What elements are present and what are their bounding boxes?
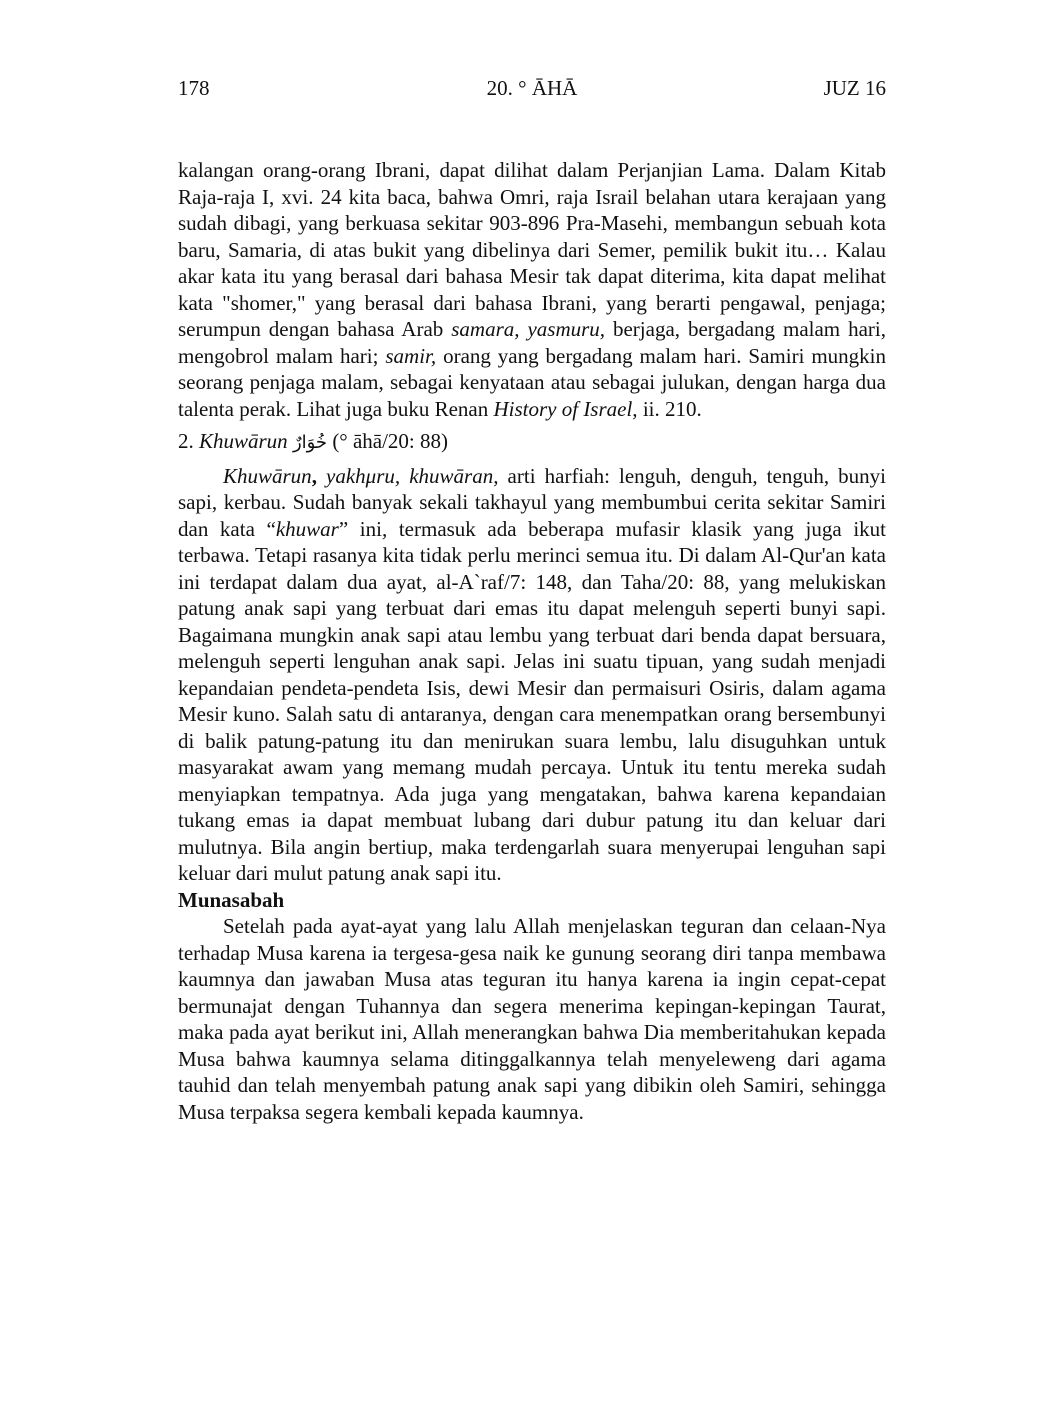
italic-term: samir,: [385, 343, 437, 368]
italic-term: Khuwārun: [223, 463, 312, 488]
section-heading-munasabah: Munasabah: [178, 887, 285, 912]
text-run: kalangan orang-orang Ibrani, dapat dilihat dalam Perjanjian Lama. Dalam Kitab Raja-raja I, xvi. 24 kita baca, bahwa Omri, raja Israil belahan utara kerajaan yang sudah dibagi, yang berkuasa sekitar 903-896 Pra-Masehi, membangun sebuah kota baru, Samaria, di atas bukit yang dibelinya dari Semer, pemilik bukit itu… Kalau akar kata itu yang berasal dari bahasa Mesir tak dapat diterima, kita dapat melihat kata "shomer," yang berasal dari bahasa Ibrani, yang berarti pengawal, penjaga; serumpun dengan bahasa Arab: [178, 158, 886, 341]
text-run: orang yang bergadang malam hari. Samiri mungkin seorang penjaga malam, sebagai kenyataan atau sebagai julukan, dengan harga dua talenta perak. Lihat juga buku Renan: [178, 343, 886, 421]
italic-term: yakhμru, khuwāran,: [316, 463, 499, 488]
page-body: [178, 157, 886, 1125]
term-reference: (° āhā/20: 88): [327, 429, 449, 453]
text-run: ” ini: [338, 516, 382, 541]
term-heading-khuwarun: [178, 428, 886, 457]
term-number: 2.: [178, 429, 199, 453]
paragraph-munasabah: Setelah pada ayat-ayat yang lalu Allah menjelaskan teguran dan celaan-Nya terhadap Musa karena ia tergesa-gesa naik ke gunung seorang diri tanpa membawa kaumnya dan jawaban Musa atas teguran itu hanya karena ia ingin cepat-cepat bermunajat dengan Tuhannya dan segera menerima kepingan-kepingan Taurat, maka pada ayat berikut ini, Allah menerangkan bahwa Dia memberitahukan kepada Musa bahwa kaumnya selama ditinggalkannya telah menyeleweng dari agama tauhid dan telah menyembah patung anak sapi yang dibikin oleh Samiri, sehingga Musa terpaksa segera kembali kepada kaumnya.: [178, 914, 886, 1124]
paragraph-samiri-etymology: [178, 157, 886, 422]
italic-term: samara, yasmuru,: [451, 317, 606, 341]
italic-term: khuwar: [275, 516, 339, 541]
bold-comma: ,: [311, 463, 317, 488]
text-run: arti harfiah: lenguh, denguh, tenguh, bunyi sapi, kerbau. Sudah banyak sekali takhayul yang membumbui cerita sekitar Samiri dan kata “: [178, 463, 886, 541]
arabic-term: خُوَارٌ: [292, 432, 328, 453]
text-run: termasuk ada beberapa mufasir klasik yang juga ikut terbawa. Tetapi rasanya kita tidak perlu merinci semua itu. Di dalam Al-Qur'an kata ini terdapat dalam dua ayat, al-A`raf/7: 148, dan Taha/20: 88, yang melukiskan patung anak sapi yang terbuat dari emas itu dapat melenguh seperti bunyi sapi. Bagaimana mungkin anak sapi atau lembu yang terbuat dari benda dapat bersuara, melenguh seperti lenguhan anak sapi. Jelas ini suatu tipuan, yang sudah menjadi kepandaian pendeta-pendeta Isis, dewi Mesir dan permaisuri Osiris, dalam agama Mesir kuno. Salah satu di antaranya, dengan cara menempatkan orang bersembunyi di balik patung-patung itu dan menirukan suara lembu, lalu disuguhkan untuk masyarakat awam yang memang mudah percaya. Untuk itu tentu mereka sudah menyiapkan tempatnya. Ada juga yang mengatakan, bahwa karena kepandaian tukang emas ia dapat membuat lubang dari dubur patung itu dan keluar dari mulutnya. Bila angin bertiup, maka terdengarlah suara menyerupai lenguhan sapi keluar dari mulut patung anak sapi itu.: [178, 516, 886, 885]
text-run: ii. 210.: [637, 396, 702, 421]
juz-label: JUZ 16: [823, 76, 886, 100]
page-number: 178: [178, 76, 210, 100]
paragraph-khuwarun: [178, 463, 886, 887]
book-title: History of Israel,: [493, 396, 638, 421]
running-header: [178, 74, 886, 102]
chapter-title: 20. ° ĀHĀ: [486, 76, 578, 100]
italic-comma: ,: [381, 516, 388, 541]
term-word: Khuwārun: [199, 429, 288, 453]
text-run: berjaga, bergadang malam hari, mengobrol malam hari;: [178, 317, 886, 368]
